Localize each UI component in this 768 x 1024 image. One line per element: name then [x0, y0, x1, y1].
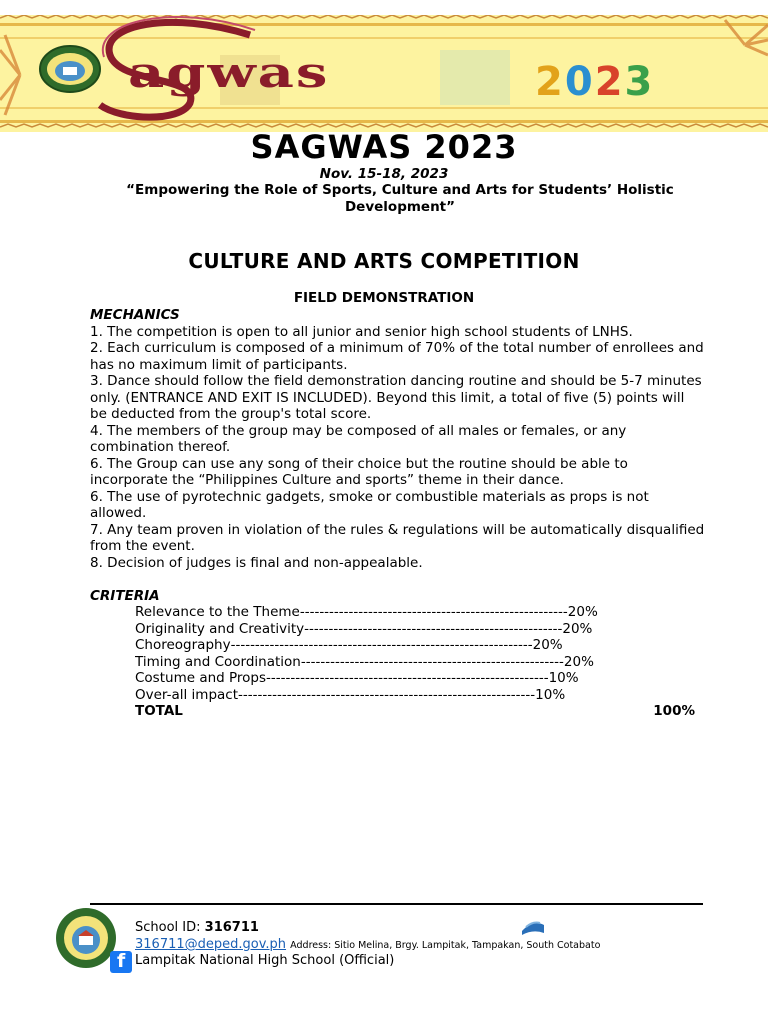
mechanics-item: 7. Any team proven in violation of the rules & regulations will be automatically disqualified from the event. [90, 521, 705, 554]
criteria-name: Timing and Coordination [135, 653, 301, 670]
criteria-row [135, 621, 695, 638]
school-id-label: School ID: [135, 920, 201, 935]
event-theme: “Empowering the Role of Sports, Culture and Arts for Students’ Holistic Development” [126, 182, 674, 215]
total-value: 100% [653, 703, 695, 719]
facebook-icon[interactable]: f [110, 951, 132, 973]
criteria-row [135, 687, 695, 704]
mechanics-item: 1. The competition is open to all junior and senior high school students of LNHS. [90, 323, 633, 340]
criteria-total-row [135, 703, 695, 720]
criteria-name: Originality and Creativity [135, 620, 305, 637]
deped-logo-icon [520, 915, 546, 937]
banner-year: 2023 [535, 59, 655, 105]
email-link[interactable]: 316711@deped.gov.ph [135, 937, 287, 952]
criteria-value: 20% [563, 653, 594, 670]
total-label: TOTAL [135, 703, 183, 719]
criteria-name: Relevance to the Theme [135, 604, 300, 620]
mechanics-heading: MECHANICS [90, 307, 180, 323]
criteria-row [135, 670, 695, 687]
mechanics-item: 6. The use of pyrotechnic gadgets, smoke or combustible materials as props is not allowed. [90, 488, 649, 521]
criteria-row [135, 604, 695, 621]
facebook-page-link[interactable]: Lampitak National High School (Official) [135, 953, 395, 968]
mechanics-item: 4. The members of the group may be composed of all males or females, or any combination thereof. [90, 422, 627, 455]
criteria-leader: ------------------------------------------------------ [300, 653, 564, 670]
criteria-value: 20% [532, 637, 563, 653]
school-address: Address: Sitio Melina, Brgy. Lampitak, Tampakan, South Cotabato [290, 940, 601, 951]
criteria-row [135, 637, 695, 654]
criteria-leader: -------------------------------------------------------------- [230, 637, 533, 653]
criteria-row [135, 654, 695, 671]
criteria-name: Costume and Props [135, 670, 267, 686]
section-title: CULTURE AND ARTS COMPETITION [188, 249, 580, 273]
section-subtitle: FIELD DEMONSTRATION [293, 290, 475, 306]
mechanics-item: 3. Dance should follow the field demonstration dancing routine and should be 5-7 minutes only. (ENTRANCE AND EXIT IS INCLUDED). Beyond this limit, a total of five (5) points will be deducted from the group's total score. [90, 373, 702, 422]
criteria-name: Over-all impact [135, 686, 239, 703]
mechanics-item: 6. The Group can use any song of their choice but the routine should be able to incorporate the “Philippines Culture and sports” theme in their dance. [90, 455, 628, 488]
mechanics-item: 8. Decision of judges is final and non-appealable. [90, 554, 423, 571]
event-date: Nov. 15-18, 2023 [319, 166, 449, 182]
mechanics-item: 2. Each curriculum is composed of a minimum of 70% of the total number of enrollees and has no maximum limit of participants. [90, 340, 704, 373]
header-banner [0, 15, 768, 132]
criteria-leader: ------------------------------------------------------- [299, 604, 568, 620]
school-id-value: 316711 [204, 920, 259, 935]
criteria-value: 10% [535, 686, 566, 703]
criteria-value: 10% [548, 670, 579, 686]
criteria-leader: ---------------------------------------------------------- [266, 670, 549, 686]
page-title: SAGWAS 2023 [250, 128, 518, 166]
criteria-name: Choreography [135, 637, 231, 653]
criteria-value: 20% [562, 620, 593, 637]
banner-wordmark: agwas [128, 48, 330, 98]
school-seal-logo [35, 27, 105, 97]
criteria-heading: CRITERIA [90, 587, 160, 604]
criteria-value: 20% [567, 604, 598, 620]
school-seal-icon [54, 906, 118, 970]
criteria-leader: ------------------------------------------------------------- [238, 686, 536, 703]
criteria-list [135, 604, 695, 720]
footer-divider [90, 903, 703, 905]
document-body [90, 307, 705, 720]
criteria-leader: ----------------------------------------------------- [304, 620, 563, 637]
